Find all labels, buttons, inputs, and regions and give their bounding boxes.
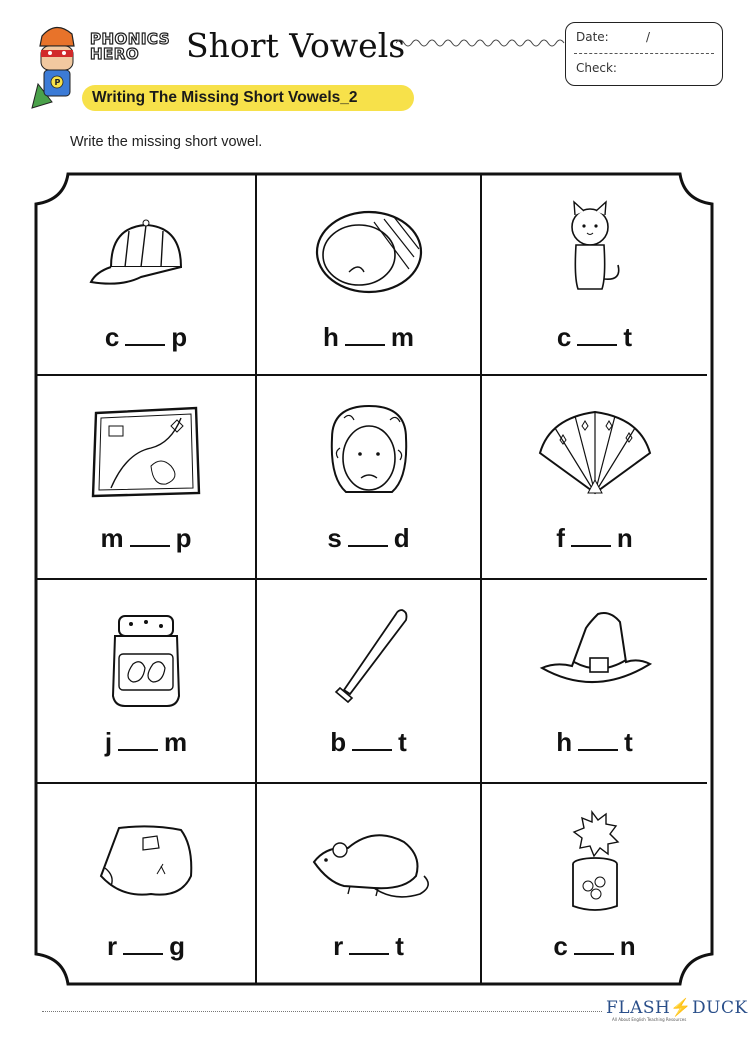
- phonics-hero-mascot-icon: [28, 22, 84, 110]
- ham-icon: [304, 197, 434, 307]
- logo-tagline: All About English Teaching Resources: [612, 1017, 687, 1022]
- instruction-text: Write the missing short vowel.: [70, 134, 263, 150]
- bat-icon: [304, 602, 434, 712]
- worksheet-grid-frame: [32, 170, 716, 988]
- word-with-blank: [37, 523, 255, 554]
- first-letter: f: [556, 523, 565, 553]
- word-with-blank: [257, 523, 480, 554]
- last-letter: t: [395, 931, 404, 961]
- subtitle-text: Writing The Missing Short Vowels_2: [92, 89, 358, 106]
- vowel-blank[interactable]: [345, 342, 385, 346]
- phonics-hero-logo: [90, 32, 170, 62]
- page-title: Short Vowels: [186, 26, 406, 65]
- first-letter: c: [556, 322, 572, 352]
- date-slash: /: [646, 30, 651, 44]
- check-label: Check:: [576, 61, 617, 75]
- word-with-blank: [482, 322, 707, 353]
- sad-face-icon: [304, 398, 434, 508]
- subtitle-banner: [82, 85, 414, 111]
- last-letter: t: [398, 727, 407, 757]
- last-letter: p: [171, 322, 188, 352]
- word-card: [37, 580, 257, 784]
- word-with-blank: [257, 727, 480, 758]
- word-card: [257, 376, 482, 580]
- word-card: [37, 784, 257, 983]
- word-card: [482, 376, 707, 580]
- word-card: [482, 784, 707, 983]
- rag-icon: [81, 806, 211, 916]
- word-card: [257, 580, 482, 784]
- map-icon: [81, 398, 211, 508]
- vowel-blank[interactable]: [574, 951, 614, 955]
- first-letter: r: [106, 931, 118, 961]
- vowel-blank[interactable]: [352, 747, 392, 751]
- logo-left-text: FLASH: [606, 998, 671, 1018]
- word-with-blank: [37, 322, 255, 353]
- first-letter: c: [104, 322, 120, 352]
- vowel-blank[interactable]: [571, 543, 611, 547]
- first-letter: m: [100, 523, 124, 553]
- last-letter: n: [619, 931, 636, 961]
- word-card: [482, 175, 707, 376]
- word-with-blank: [482, 931, 707, 962]
- can-icon: [530, 806, 660, 916]
- word-card: [257, 784, 482, 983]
- vowel-blank[interactable]: [578, 747, 618, 751]
- word-card: [37, 376, 257, 580]
- word-with-blank: [37, 727, 255, 758]
- brand-line-1: PHONICS: [90, 30, 171, 48]
- jam-jar-icon: [81, 602, 211, 712]
- last-letter: m: [164, 727, 188, 757]
- hat-icon: [530, 602, 660, 712]
- word-card: [257, 175, 482, 376]
- wave-divider: [396, 36, 568, 50]
- brand-line-2: HERO: [90, 45, 140, 63]
- last-letter: m: [390, 322, 414, 352]
- first-letter: h: [556, 727, 573, 757]
- last-letter: t: [623, 322, 633, 352]
- last-letter: n: [616, 523, 633, 553]
- word-card: [482, 580, 707, 784]
- first-letter: j: [104, 727, 113, 757]
- first-letter: c: [553, 931, 568, 961]
- word-with-blank: [257, 931, 480, 962]
- first-letter: r: [333, 931, 344, 961]
- card-grid: [37, 175, 711, 983]
- word-with-blank: [257, 322, 480, 353]
- footer-divider: [42, 1011, 602, 1012]
- date-label: Date:: [576, 30, 609, 44]
- logo-right-text: DUCK: [692, 998, 748, 1018]
- vowel-blank[interactable]: [130, 543, 170, 547]
- cap-icon: [81, 197, 211, 307]
- rat-icon: [304, 806, 434, 916]
- svg-text:P: P: [54, 78, 61, 87]
- date-check-box: [565, 22, 723, 86]
- vowel-blank[interactable]: [118, 747, 158, 751]
- last-letter: d: [393, 523, 410, 553]
- first-letter: h: [322, 322, 339, 352]
- vowel-blank[interactable]: [348, 543, 388, 547]
- word-with-blank: [482, 523, 707, 554]
- flashduck-logo: [606, 998, 748, 1024]
- last-letter: t: [624, 727, 633, 757]
- vowel-blank[interactable]: [577, 342, 617, 346]
- vowel-blank[interactable]: [123, 951, 163, 955]
- first-letter: b: [330, 727, 347, 757]
- fan-icon: [530, 398, 660, 508]
- bolt-icon: ⚡: [670, 998, 693, 1018]
- cat-icon: [530, 197, 660, 307]
- last-letter: p: [175, 523, 192, 553]
- word-with-blank: [482, 727, 707, 758]
- vowel-blank[interactable]: [349, 951, 389, 955]
- word-with-blank: [37, 931, 255, 962]
- last-letter: g: [169, 931, 185, 961]
- vowel-blank[interactable]: [125, 342, 165, 346]
- first-letter: s: [327, 523, 342, 553]
- word-card: [37, 175, 257, 376]
